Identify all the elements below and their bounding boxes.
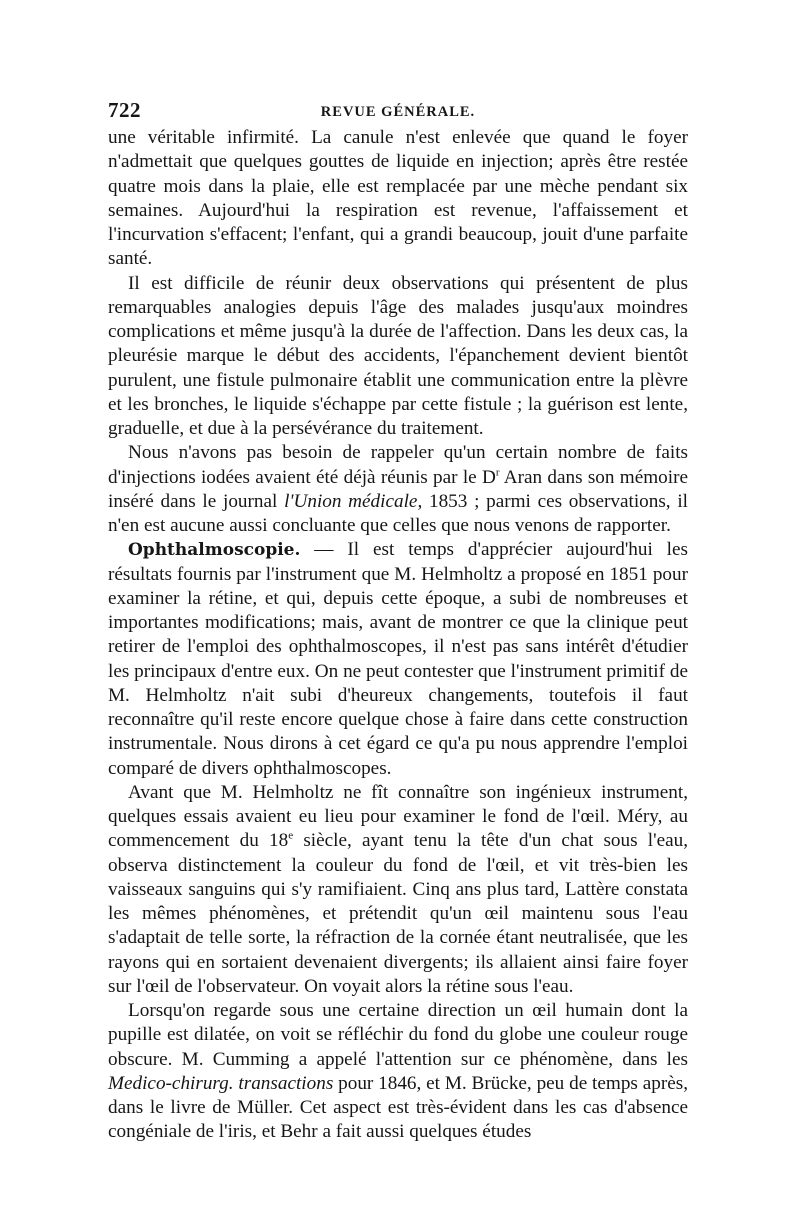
paragraph-text: siècle, ayant tenu la tête d'un chat sous l'eau, observa distinctement la couleur du fond de l'œil, et vit très-bien les vaisseaux sanguins qui s'y ramifiaient. Cinq ans plus tard, Lattère constata les mêmes phénomènes, et prétendit qu'un œil maintenu sous l'eau s'adaptait de telle sorte, la réfraction de la cornée étant neutralisée, que les rayons qui en sortaient devenaient divergents; ils allaient ainsi faire foyer sur l'œil de l'observateur. On voyait alors la rétine sous l'eau. xyxy=(108,830,688,997)
paragraph-3 xyxy=(108,441,688,538)
document-page xyxy=(108,98,688,1145)
paragraph-4 xyxy=(108,538,688,781)
paragraph-5 xyxy=(108,781,688,999)
paragraph-text: pour 1846, et M. Brücke, peu de temps après, dans le livre de Müller. Cet aspect est très-évident dans les cas d'absence congéniale de l'iris, et Behr a fait aussi quelques études xyxy=(108,1072,688,1143)
section-heading: Ophthalmoscopie. xyxy=(128,540,301,561)
paragraph-text: 1853 ; parmi ces observations, il n'en est aucune aussi concluante que celles que nous venons de rapporter. xyxy=(108,490,688,536)
superscript: r xyxy=(495,466,500,479)
paragraph-2 xyxy=(108,272,688,442)
journal-title: Medico-chirurg. transactions xyxy=(108,1072,334,1094)
running-head xyxy=(108,98,688,122)
paragraph-text: — Il est temps d'apprécier aujourd'hui les résultats fournis par l'instrument que M. Helmholtz a proposé en 1851 pour examiner la rétine, et qui, depuis cette époque, a subi de nombreuses et importantes modifications; mais, avant de montrer ce que la clinique peut retirer de l'emploi des ophthalmoscopes, il n'est pas sans intérêt d'étudier les principaux d'entre eux. On ne peut contester que l'instrument primitif de M. Helmholtz n'ait subi d'heureux changements, toutefois il faut reconnaître qu'il reste encore quelque chose à faire dans cette construction instrumentale. Nous dirons à cet égard ce qu'a pu nous apprendre l'emploi comparé de divers ophthalmoscopes. xyxy=(108,539,688,779)
paragraph-6 xyxy=(108,999,688,1145)
paragraph-text: Il est difficile de réunir deux observations qui présentent de plus remarquables analogies depuis l'âge des malades jusqu'aux moindres complications et même jusqu'à la durée de l'affection. Dans les deux cas, la pleurésie marque le début des accidents, l'épanchement devient bientôt purulent, une fistule pulmonaire établit une communication entre la plèvre et les bronches, le liquide s'échappe par cette fistule ; la guérison est lente, graduelle, et due à la persévérance du traitement. xyxy=(108,272,688,439)
paragraph-text: Aran dans son mémoire inséré dans le journal xyxy=(108,466,688,512)
page-number: 722 xyxy=(108,98,141,122)
paragraph-text: Nous n'avons pas besoin de rappeler qu'un certain nombre de faits d'injections iodées avaient été déjà réunis par le D xyxy=(108,442,688,488)
journal-title: l'Union médicale, xyxy=(284,490,423,512)
paragraph-1 xyxy=(108,126,688,272)
paragraph-text: Avant que M. Helmholtz ne fît connaître son ingénieux instrument, quelques essais avaient eu lieu pour examiner le fond de l'œil. Méry, au commencement du 18 xyxy=(108,781,688,852)
paragraph-text: Lorsqu'on regarde sous une certaine direction un œil humain dont la pupille est dilatée, on voit se réfléchir du fond du globe une couleur rouge obscure. M. Cumming a appelé l'attention sur ce phénomène, dans les xyxy=(108,1000,688,1070)
paragraph-text: une véritable infirmité. La canule n'est enlevée que quand le foyer n'admettait que quelques gouttes de liquide en injection; après être restée quatre mois dans la plaie, elle est remplacée par une mèche pendant six semaines. Aujourd'hui la respiration est revenue, l'affaissement et l'incurvation s'effacent; l'enfant, qui a grandi beaucoup, jouit d'une parfaite santé. xyxy=(108,127,688,270)
superscript: e xyxy=(288,829,294,842)
running-title: REVUE GÉNÉRALE. xyxy=(320,104,476,120)
